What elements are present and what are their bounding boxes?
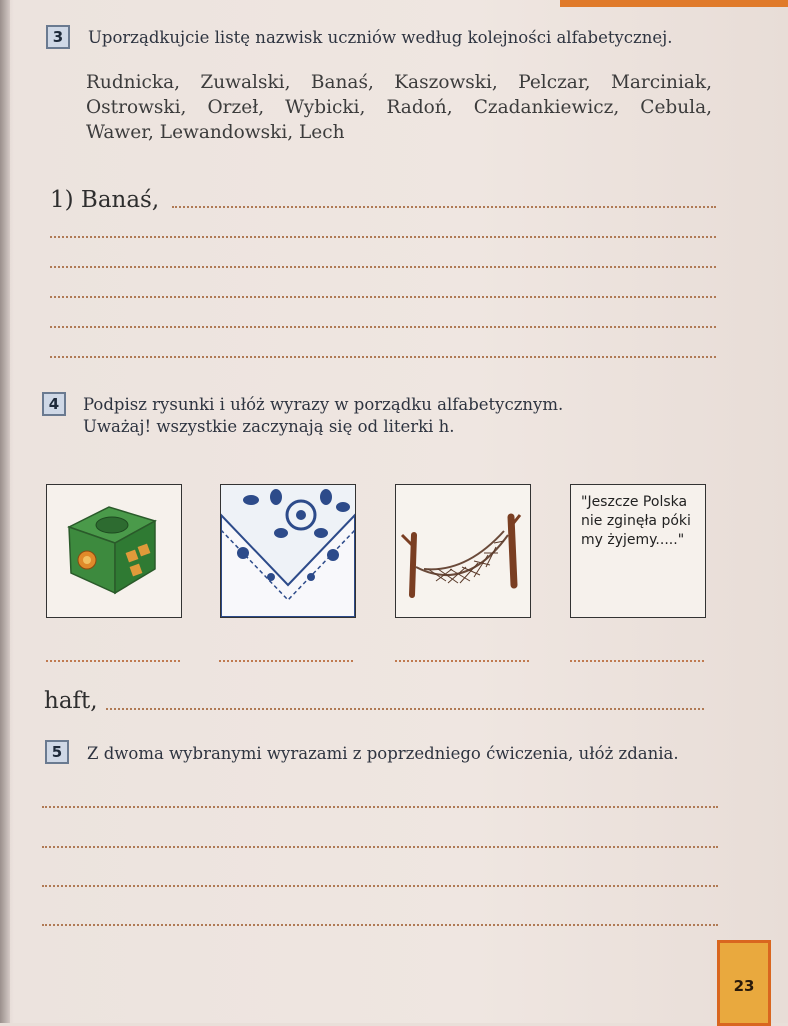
picture-caption-line[interactable] [570,660,704,662]
book-spine-edge [0,0,10,1023]
names-line-1: Rudnicka, Zuwalski, Banaś, Kaszowski, Pelczar, Marciniak, [86,72,712,93]
picture-box [46,484,182,618]
picture-box [570,484,706,618]
task-4-instruction-line-1: Podpisz rysunki i ułóż wyrazy w porządku alfabetycznym. [83,395,564,414]
top-accent-bar [560,0,788,7]
answer-line[interactable] [42,885,718,887]
task-3-number: 3 [46,25,70,49]
answer-line[interactable] [42,846,718,848]
task-5-instruction: Z dwoma wybranymi wyrazami z poprzedniego ćwiczenia, ułóż zdania. [87,744,679,763]
answer-line[interactable] [172,206,716,208]
answer-line[interactable] [42,924,718,926]
picture-caption-line[interactable] [395,660,529,662]
answer-line[interactable] [50,266,716,268]
picture-caption-line[interactable] [46,660,180,662]
picture-box [220,484,356,618]
task-4-answer-start: haft, [44,688,98,714]
picture-box [395,484,531,618]
task-4-number: 4 [42,392,66,416]
answer-line[interactable] [42,806,718,808]
page-number-tab [717,940,771,1026]
answer-line[interactable] [50,296,716,298]
box-icon [47,485,181,617]
picture-caption-line[interactable] [219,660,353,662]
task-3-instruction: Uporządkujcie listę nazwisk uczniów według kolejności alfabetycznej. [88,28,673,47]
task-5-number: 5 [45,740,69,764]
page-number: 23 [733,977,755,995]
answer-line[interactable] [50,356,716,358]
names-line-2: Ostrowski, Orzeł, Wybicki, Radoń, Czadankiewicz, Cebula, [86,97,712,118]
task-4-instruction-line-2: Uważaj! wszystkie zaczynają się od literki h. [83,417,455,436]
hammock-icon [396,485,530,617]
task-3-answer-start: 1) Banaś, [50,187,160,213]
names-list [86,70,712,145]
anthem-quote: "Jeszcze Polska nie zginęła póki my żyjemy....." [581,494,691,548]
answer-line[interactable] [106,708,704,710]
embroidery-icon [221,485,355,617]
names-line-3: Wawer, Lewandowski, Lech [86,122,345,143]
answer-line[interactable] [50,236,716,238]
answer-line[interactable] [50,326,716,328]
